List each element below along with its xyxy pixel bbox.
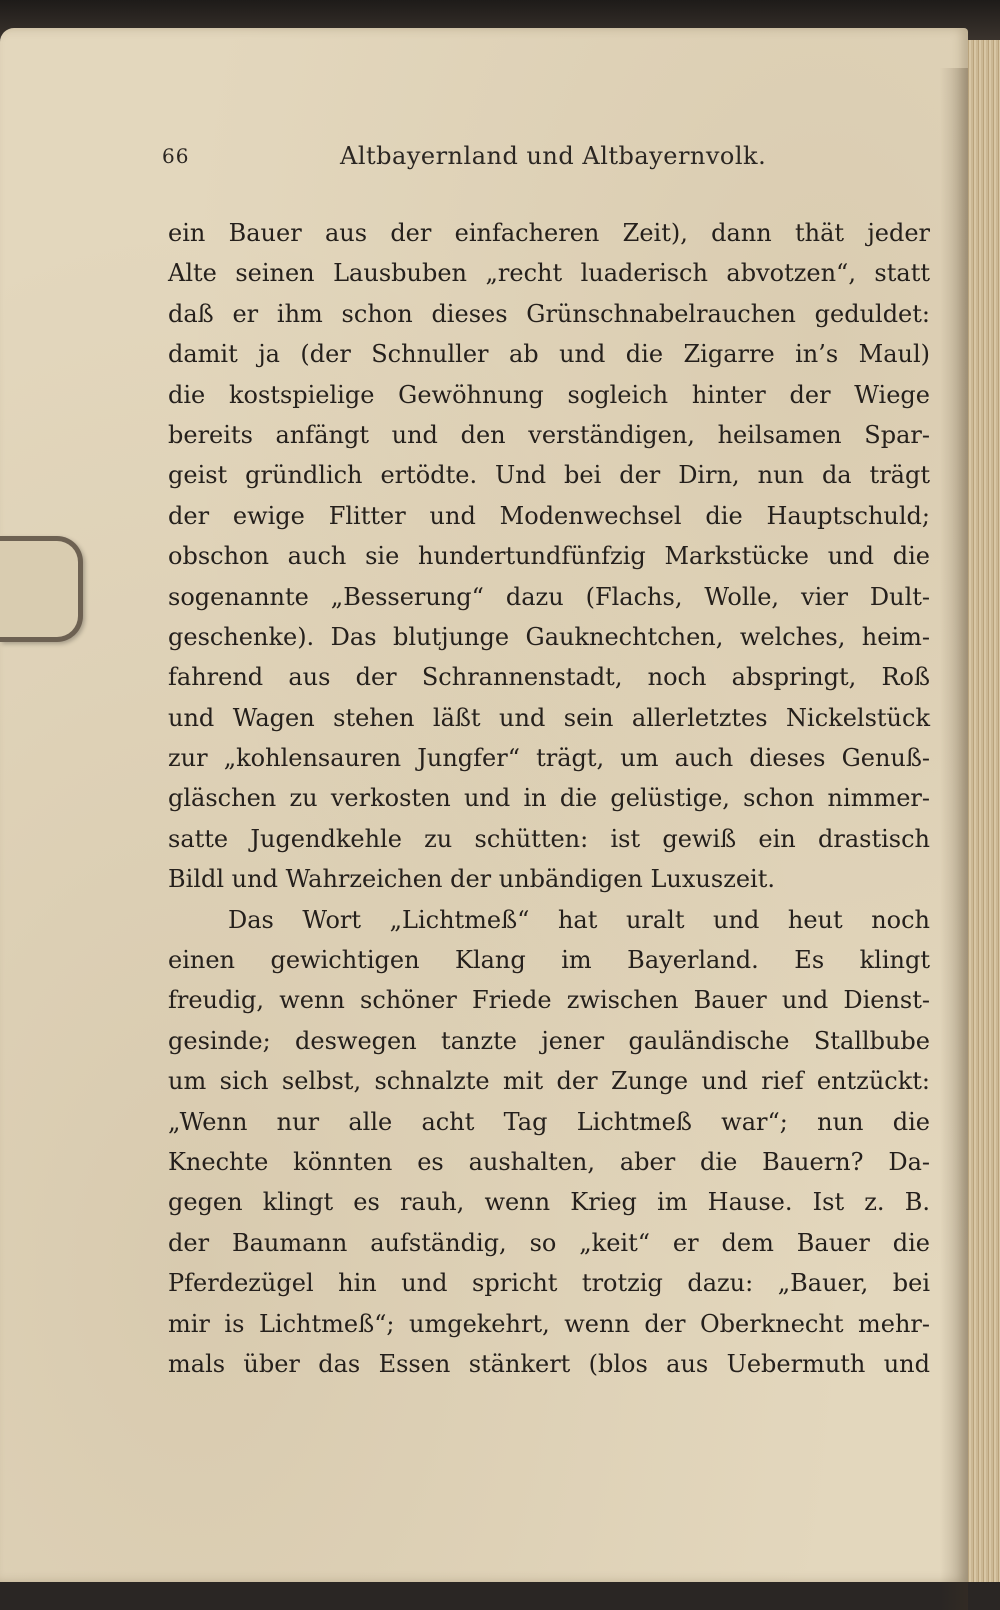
text-line: mir is Lichtmeß“; umgekehrt, wenn der Oberknecht mehr- bbox=[168, 1309, 930, 1338]
page-header bbox=[162, 142, 922, 172]
text-line: ein Bauer aus der einfacheren Zeit), dann thät jeder bbox=[168, 219, 930, 247]
text-line: der Baumann aufständig, so „keit“ er dem Bauer die bbox=[168, 1228, 930, 1257]
text-line: um sich selbst, schnalzte mit der Zunge und rief entzückt: bbox=[168, 1067, 930, 1096]
text-line: Pferdezügel hin und spricht trotzig dazu: „Bauer, bei bbox=[168, 1269, 930, 1298]
text-line: zur „kohlensauren Jungfer“ trägt, um auch dieses Genuß- bbox=[168, 744, 930, 773]
page-edges bbox=[966, 40, 1000, 1582]
text-line: einen gewichtigen Klang im Bayerland. Es klingt bbox=[168, 946, 930, 975]
text-line: Alte seinen Lausbuben „recht luaderisch abvotzen“, statt bbox=[168, 259, 930, 288]
text-line: die kostspielige Gewöhnung sogleich hinter der Wiege bbox=[168, 380, 930, 409]
text-line: freudig, wenn schöner Friede zwischen Bauer und Dienst- bbox=[168, 986, 930, 1015]
text-line: geschenke). Das blutjunge Gauknechtchen, welches, heim- bbox=[168, 622, 930, 651]
text-line: bereits anfängt und den verständigen, heilsamen Spar- bbox=[168, 420, 930, 449]
text-line: satte Jugendkehle zu schütten: ist gewiß ein drastisch bbox=[168, 824, 930, 853]
text-line: „Wenn nur alle acht Tag Lichtmeß war“; nun die bbox=[168, 1107, 930, 1136]
spine-shadow bbox=[940, 68, 968, 1610]
paragraph-start-line: Das Wort „Lichtmeß“ hat uralt und heut noch bbox=[228, 905, 930, 934]
text-line: gegen klingt es rauh, wenn Krieg im Hause. Ist z. B. bbox=[168, 1188, 930, 1217]
text-line: gesinde; deswegen tanzte jener gauländische Stallbube bbox=[168, 1026, 930, 1055]
text-line: Bildl und Wahrzeichen der unbändigen Luxuszeit. bbox=[168, 865, 775, 894]
text-line: gläschen zu verkosten und in die gelüstige, schon nimmer- bbox=[168, 784, 930, 813]
text-line: der ewige Flitter und Modenwechsel die Hauptschuld; bbox=[168, 501, 930, 530]
page-number: 66 bbox=[162, 144, 190, 168]
text-line: sogenannte „Besserung“ dazu (Flachs, Wolle, vier Dult- bbox=[168, 582, 930, 611]
text-line: geist gründlich ertödte. Und bei der Dirn, nun da trägt bbox=[168, 461, 930, 490]
text-line: daß er ihm schon dieses Grünschnabelrauchen geduldet: bbox=[168, 299, 930, 328]
text-line: und Wagen stehen läßt und sein allerletztes Nickelstück bbox=[168, 703, 930, 732]
text-line: fahrend aus der Schrannenstadt, noch abspringt, Roß bbox=[168, 663, 930, 692]
text-line: mals über das Essen stänkert (blos aus Uebermuth und bbox=[168, 1349, 930, 1378]
body-text bbox=[168, 213, 930, 1384]
text-line: Knechte könnten es aushalten, aber die Bauern? Da- bbox=[168, 1147, 930, 1176]
text-line: damit ja (der Schnuller ab und die Zigarre in’s Maul) bbox=[168, 340, 930, 369]
page-clip bbox=[0, 536, 83, 642]
text-line: obschon auch sie hundertundfünfzig Markstücke und die bbox=[168, 542, 930, 571]
running-title: Altbayernland und Altbayernvolk. bbox=[340, 142, 767, 170]
